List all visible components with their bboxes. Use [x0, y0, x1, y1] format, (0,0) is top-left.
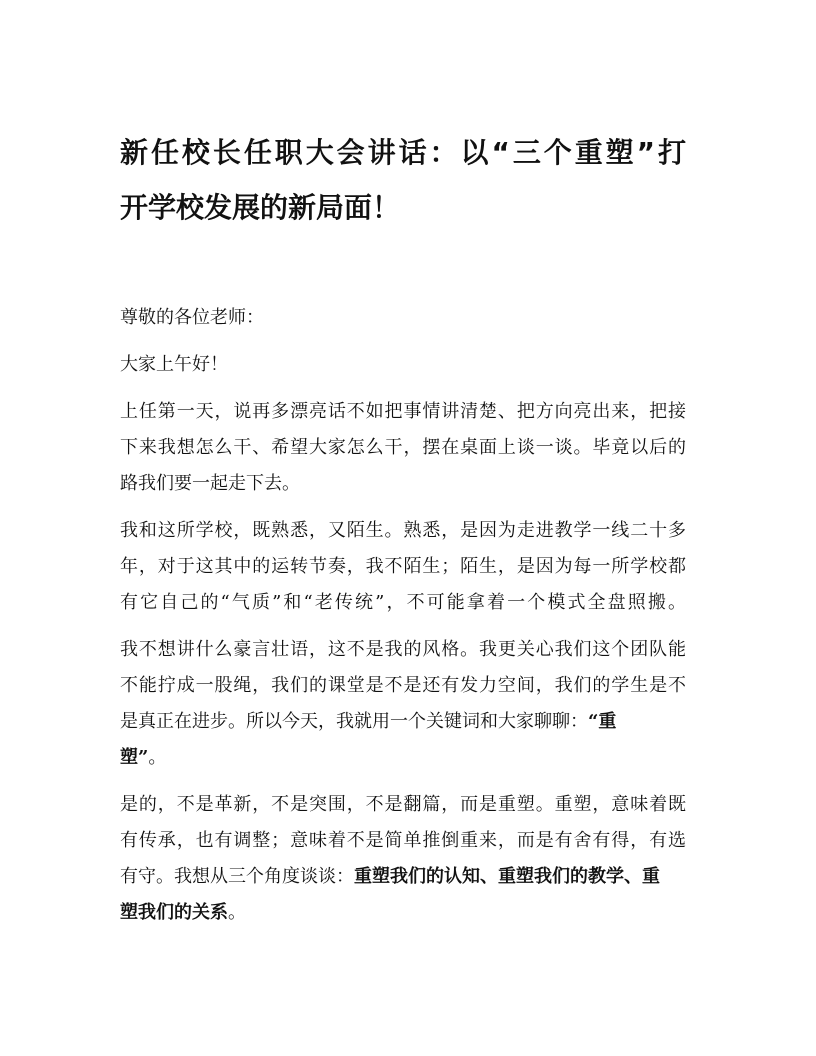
text-line	[120, 704, 686, 740]
text-line: 下来我想怎么干、希望大家怎么干，摆在桌面上谈一谈。毕竟以后的	[120, 437, 686, 458]
bold-keyword: 塑”	[120, 747, 149, 768]
title-line: 新任校长任职大会讲话：以“三个重塑”打	[120, 136, 686, 169]
bold-keyword: “重	[588, 711, 617, 732]
text-segment: 。	[228, 902, 246, 923]
text-line: 不能拧成一股绳，我们的课堂是不是还有发力空间，我们的学生是不	[120, 675, 686, 696]
text-line	[120, 740, 686, 776]
document-body	[120, 300, 686, 942]
text-line: 尊敬的各位老师：	[120, 307, 264, 328]
greeting	[120, 347, 686, 383]
text-line: 是的，不是革新，不是突围，不是翻篇，而是重塑。重塑，意味着既	[120, 794, 686, 815]
text-line	[120, 859, 686, 895]
text-line: 年，对于这其中的运转节奏，我不陌生；陌生，是因为每一所学校都	[120, 556, 686, 577]
text-line: 上任第一天，说再多漂亮话不如把事情讲清楚、把方向亮出来，把接	[120, 401, 686, 422]
paragraph	[120, 787, 686, 931]
text-line: 路我们要一起走下去。	[120, 473, 300, 494]
text-line: 有它自己的“气质”和“老传统”，不可能拿着一个模式全盘照搬。	[120, 592, 686, 613]
bold-keyword: 重塑我们的认知、重塑我们的教学、重	[354, 866, 660, 887]
text-line: 我和这所学校，既熟悉，又陌生。熟悉，是因为走进教学一线二十多	[120, 520, 686, 541]
text-line: 大家上午好！	[120, 354, 228, 375]
text-segment: 有守。我想从三个角度谈谈：	[120, 866, 354, 887]
paragraph	[120, 632, 686, 776]
paragraph	[120, 394, 686, 502]
text-line	[120, 895, 686, 931]
text-segment: 是真正在进步。所以今天，我就用一个关键词和大家聊聊：	[120, 711, 588, 732]
title-line: 开学校发展的新局面！	[120, 191, 401, 224]
paragraph	[120, 513, 686, 621]
bold-keyword: 塑我们的关系	[120, 902, 228, 923]
document-title	[120, 125, 686, 235]
text-segment: 。	[148, 747, 167, 768]
text-line: 我不想讲什么豪言壮语，这不是我的风格。我更关心我们这个团队能	[120, 639, 686, 660]
text-line: 有传承，也有调整；意味着不是简单推倒重来，而是有舍有得，有选	[120, 830, 686, 851]
salutation	[120, 300, 686, 336]
